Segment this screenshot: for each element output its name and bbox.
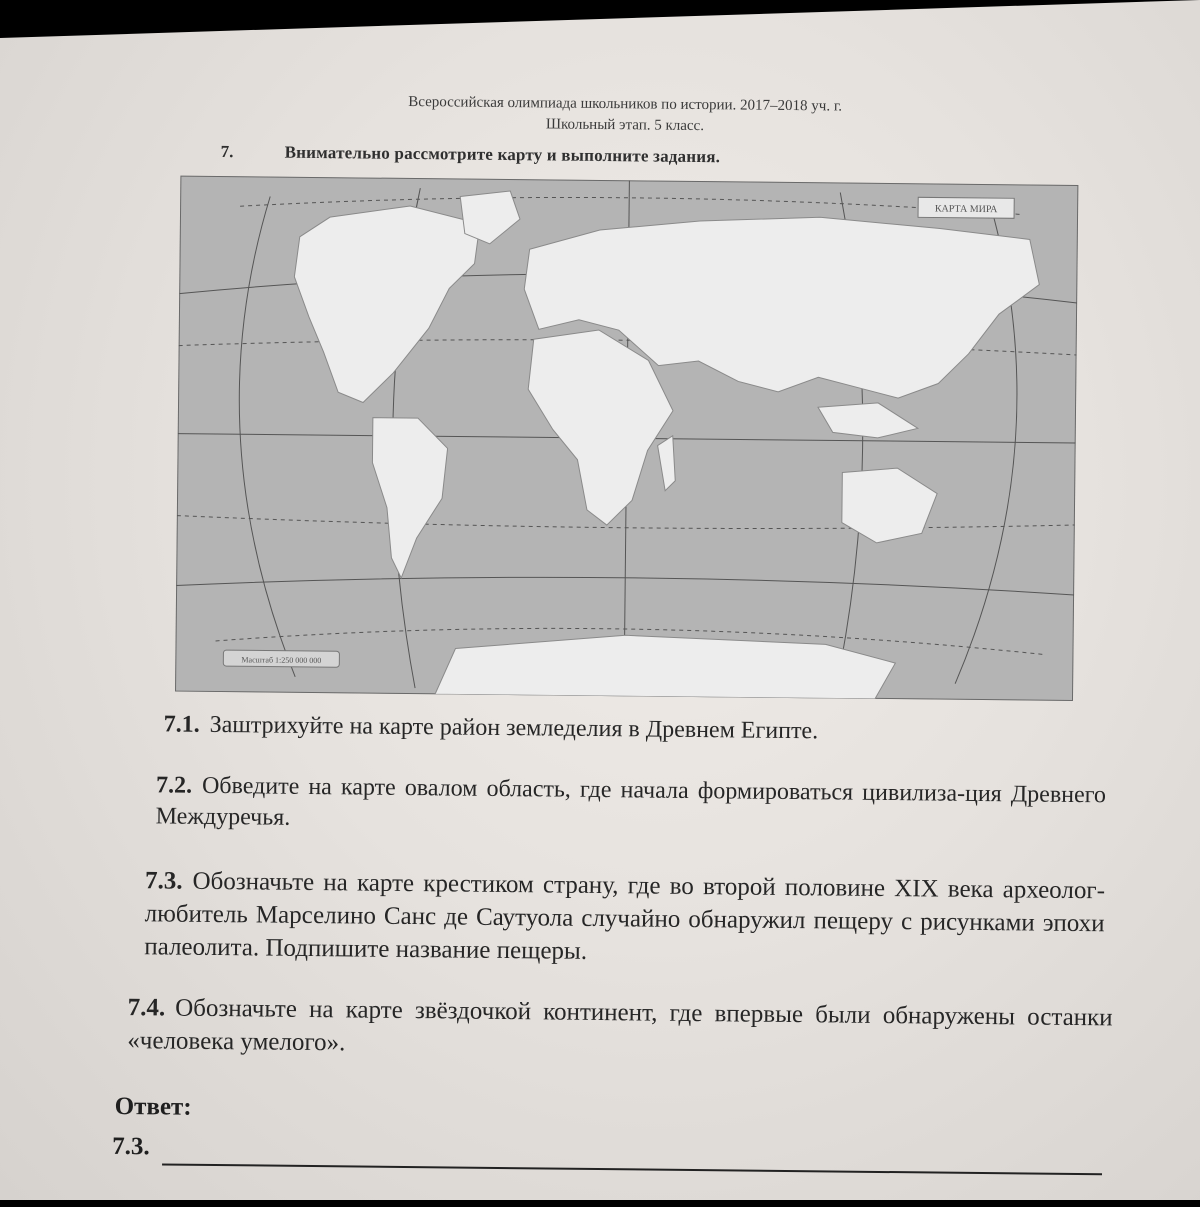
olympiad-title: Всероссийская олимпиада школьников по истории. 2017–2018 уч. г. bbox=[408, 93, 843, 115]
task-text: Обозначьте на карте крестиком страну, где во второй половине XIX века археолог-любитель Марселино Санс де Саутуола случайно обнаружил пещеру с рисунками эпохи палеолита. Подпишите название пещеры. bbox=[144, 867, 1106, 965]
question-text: Внимательно рассмотрите карту и выполните задания. bbox=[284, 142, 721, 167]
question-number: 7. bbox=[220, 142, 234, 162]
task-number: 7.4. bbox=[127, 994, 166, 1022]
task-text: Обведите на карте овалом область, где начала формироваться цивилиза-ция Древнего Междуречья. bbox=[155, 772, 1107, 831]
task-7-1 bbox=[164, 709, 1124, 750]
answer-label: Ответ: bbox=[114, 1092, 192, 1121]
answer-row-7-3 bbox=[112, 1133, 1112, 1171]
task-number: 7.3. bbox=[144, 867, 183, 895]
task-7-2 bbox=[156, 770, 1107, 842]
answer-line-field[interactable] bbox=[162, 1163, 1102, 1175]
task-7-3 bbox=[144, 864, 1105, 973]
world-map[interactable] bbox=[175, 176, 1078, 701]
task-text: Заштрихуйте на карте район земледелия в Древнем Египте. bbox=[209, 711, 819, 745]
map-title: КАРТА МИРА bbox=[934, 203, 998, 216]
olympiad-stage: Школьный этап. 5 класс. bbox=[545, 116, 705, 135]
task-7-4 bbox=[127, 991, 1113, 1067]
world-map-svg[interactable] bbox=[175, 176, 1078, 701]
task-number: 7.2. bbox=[155, 772, 193, 799]
task-number: 7.1. bbox=[163, 711, 200, 738]
map-scale: Масштаб 1:250 000 000 bbox=[241, 655, 322, 666]
answer-row-label: 7.3. bbox=[112, 1132, 150, 1161]
task-text: Обозначьте на карте звёздочкой континент, где впервые были обнаружены останки «человека умелого». bbox=[127, 994, 1113, 1057]
